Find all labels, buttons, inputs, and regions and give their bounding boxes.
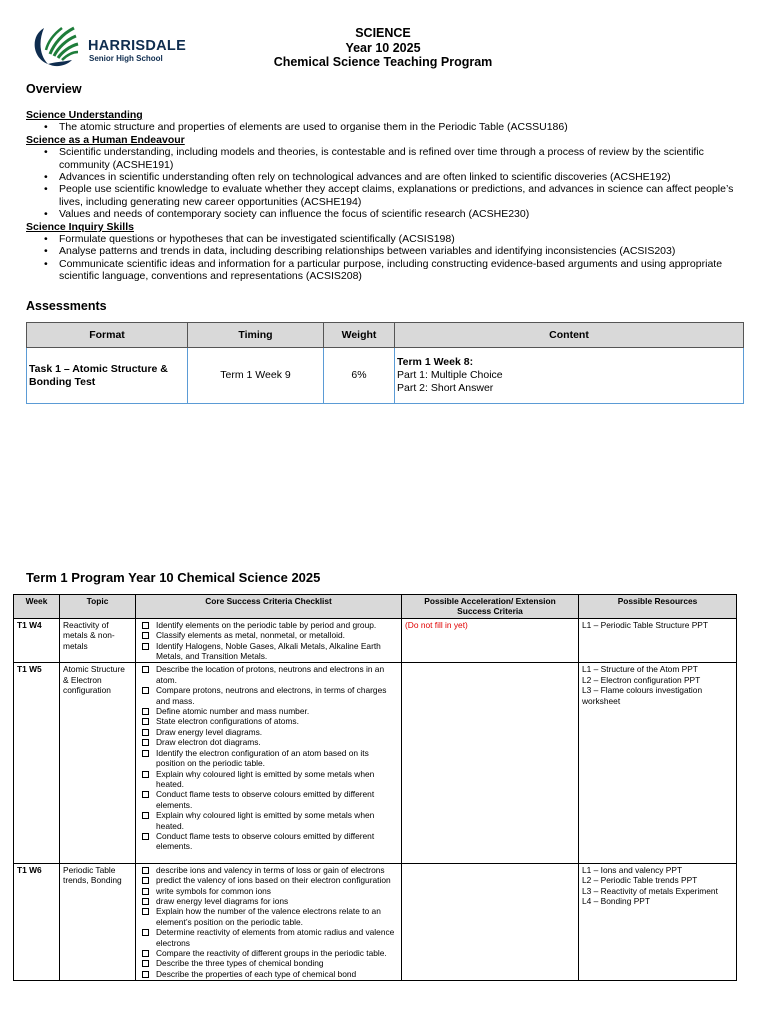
- checklist-item[interactable]: write symbols for common ions: [139, 886, 398, 896]
- overview-section: [26, 109, 746, 283]
- school-subtitle: Senior High School: [89, 54, 163, 63]
- resource-item: L1 – Structure of the Atom PPT: [582, 664, 698, 675]
- title-line-year: Year 10 2025: [345, 40, 421, 55]
- resources-cell: [579, 663, 737, 863]
- column-header: Weight: [324, 323, 395, 348]
- assessment-weight: 6%: [324, 348, 395, 404]
- column-header: Format: [27, 323, 188, 348]
- resource-item: L3 – Flame colours investigation worksheet: [582, 685, 703, 706]
- resource-item: L4 – Bonding PPT: [582, 895, 650, 906]
- checklist-item[interactable]: Determine reactivity of elements from atomic radius and valence electrons: [139, 927, 398, 948]
- checklist-item[interactable]: Identify Halogens, Noble Gases, Alkali Metals, Alkaline Earth Metals, and Transition Metals.: [139, 641, 398, 662]
- list-item: • The atomic structure and properties of elements are used to organise them in the Periodic Table (ACSSU186): [59, 121, 746, 133]
- criteria-cell: [136, 663, 402, 863]
- checklist-item[interactable]: Classify elements as metal, nonmetal, or metalloid.: [139, 630, 398, 640]
- table-header-row: [27, 323, 744, 348]
- list-item: • Communicate scientific ideas and information for a particular purpose, including constructing evidence-based arguments and using appropriate scientific language, conventions and representations (ACSIS208): [59, 258, 746, 283]
- resources-cell: [579, 863, 737, 980]
- list-item: • Advances in scientific understanding often rely on technological advances and are often linked to scientific discoveries (ACSHE192): [59, 171, 746, 183]
- checklist-item[interactable]: Draw energy level diagrams.: [139, 727, 398, 737]
- checklist-item[interactable]: predict the valency of ions based on their electron configuration: [139, 875, 398, 885]
- column-header: Topic: [60, 595, 136, 619]
- resources-cell: [579, 618, 737, 663]
- table-row: [14, 863, 737, 980]
- checklist-item[interactable]: Explain why coloured light is emitted by some metals when heated.: [139, 769, 398, 790]
- assessments-heading: Assessments: [26, 299, 107, 313]
- checklist-item[interactable]: Define atomic number and mass number.: [139, 706, 398, 716]
- assessment-timing: Term 1 Week 9: [188, 348, 324, 404]
- human-endeavour-list: [26, 146, 746, 220]
- document-title: [240, 26, 526, 70]
- inquiry-skills-heading: Science Inquiry Skills: [26, 220, 134, 233]
- extension-cell: (Do not fill in yet): [402, 618, 579, 663]
- list-item: • Scientific understanding, including models and theories, is contestable and is refined over time through a process of review by the scientific community (ACSHE191): [59, 146, 746, 171]
- checklist-item[interactable]: Draw electron dot diagrams.: [139, 737, 398, 747]
- criteria-checklist: [139, 620, 398, 662]
- topic-cell: Atomic Structure & Electron configuration: [60, 663, 136, 863]
- week-cell: T1 W5: [14, 663, 60, 863]
- week-cell: T1 W6: [14, 863, 60, 980]
- column-header: Possible Resources: [579, 595, 737, 619]
- inquiry-skills-list: [26, 233, 746, 283]
- program-table: [13, 594, 737, 981]
- resource-item: L1 – Periodic Table Structure PPT: [582, 619, 708, 630]
- checklist-item[interactable]: Conduct flame tests to observe colours emitted by different elements.: [139, 831, 398, 852]
- column-header: Week: [14, 595, 60, 619]
- school-crest-icon: [32, 24, 84, 68]
- title-line-subject: SCIENCE: [355, 26, 411, 40]
- title-line-program: Chemical Science Teaching Program: [273, 55, 493, 69]
- success-criteria-header-label: Success Criteria: [457, 606, 523, 617]
- science-understanding-heading: Science Understanding: [26, 109, 143, 121]
- criteria-checklist: [139, 664, 398, 851]
- checklist-item[interactable]: Explain how the number of the valence electrons relate to an element’s position on the periodic table.: [139, 906, 398, 927]
- week-cell: T1 W4: [14, 618, 60, 663]
- table-row: [14, 663, 737, 863]
- column-header: Core Success Criteria Checklist: [136, 595, 402, 619]
- checklist-item[interactable]: draw energy level diagrams for ions: [139, 896, 398, 906]
- content-title: Term 1 Week 8:: [397, 356, 474, 368]
- overview-heading: Overview: [26, 82, 82, 96]
- extension-header-label: Possible Acceleration/ Extension: [424, 596, 556, 606]
- column-header: [402, 595, 579, 619]
- topic-cell: Periodic Table trends, Bonding: [60, 863, 136, 980]
- extension-cell: [402, 863, 579, 980]
- list-item: • Analyse patterns and trends in data, including describing relationships between variables and identifying inconsistencies (ACSIS203): [59, 245, 746, 257]
- topic-cell: Reactivity of metals & non-metals: [60, 618, 136, 663]
- checklist-item[interactable]: State electron configurations of atoms.: [139, 716, 398, 726]
- checklist-item[interactable]: Compare the reactivity of different groups in the periodic table.: [139, 948, 398, 958]
- table-header-row: [14, 595, 737, 619]
- resource-item: L1 – Ions and valency PPT: [582, 864, 683, 875]
- resource-item: L2 – Periodic Table trends PPT: [582, 875, 698, 886]
- resource-item: L2 – Electron configuration PPT: [582, 674, 701, 685]
- criteria-checklist: [139, 865, 398, 979]
- resource-item: L3 – Reactivity of metals Experiment: [582, 885, 718, 896]
- checklist-item[interactable]: Explain why coloured light is emitted by some metals when heated.: [139, 810, 398, 831]
- table-row: [27, 348, 744, 404]
- science-understanding-list: [26, 121, 746, 133]
- checklist-item[interactable]: Describe the three types of chemical bonding: [139, 958, 398, 968]
- checklist-item[interactable]: describe ions and valency in terms of loss or gain of electrons: [139, 865, 398, 875]
- table-row: [14, 618, 737, 663]
- school-name: HARRISDALE: [88, 38, 187, 54]
- checklist-item[interactable]: Conduct flame tests to observe colours emitted by different elements.: [139, 789, 398, 810]
- content-line: Part 1: Multiple Choice: [397, 369, 503, 381]
- assessments-table: [26, 322, 744, 404]
- checklist-item[interactable]: Describe the location of protons, neutrons and electrons in an atom.: [139, 664, 398, 685]
- assessment-content: [395, 348, 744, 404]
- extension-cell: [402, 663, 579, 863]
- assessment-format: Task 1 – Atomic Structure & Bonding Test: [27, 348, 188, 404]
- checklist-item[interactable]: Describe the properties of each type of chemical bond: [139, 969, 398, 979]
- criteria-cell: [136, 863, 402, 980]
- program-heading: Term 1 Program Year 10 Chemical Science 2025: [26, 570, 321, 585]
- column-header: Content: [395, 323, 744, 348]
- checklist-item[interactable]: Identify elements on the periodic table by period and group.: [139, 620, 398, 630]
- human-endeavour-heading: Science as a Human Endeavour: [26, 133, 185, 146]
- checklist-item[interactable]: Compare protons, neutrons and electrons, in terms of charges and mass.: [139, 685, 398, 706]
- checklist-item[interactable]: Identify the electron configuration of an atom based on its position on the periodic table.: [139, 748, 398, 769]
- list-item: • Values and needs of contemporary society can influence the focus of scientific research (ACSHE230): [59, 208, 746, 220]
- content-line: Part 2: Short Answer: [397, 382, 494, 394]
- criteria-cell: [136, 618, 402, 663]
- list-item: • People use scientific knowledge to evaluate whether they accept claims, explanations or predictions, and advances in science can affect people’s lives, including generating new career opportunities (ACSHE194): [59, 183, 746, 208]
- list-item: • Formulate questions or hypotheses that can be investigated scientifically (ACSIS198): [59, 233, 746, 245]
- column-header: Timing: [188, 323, 324, 348]
- school-logo: [32, 24, 192, 68]
